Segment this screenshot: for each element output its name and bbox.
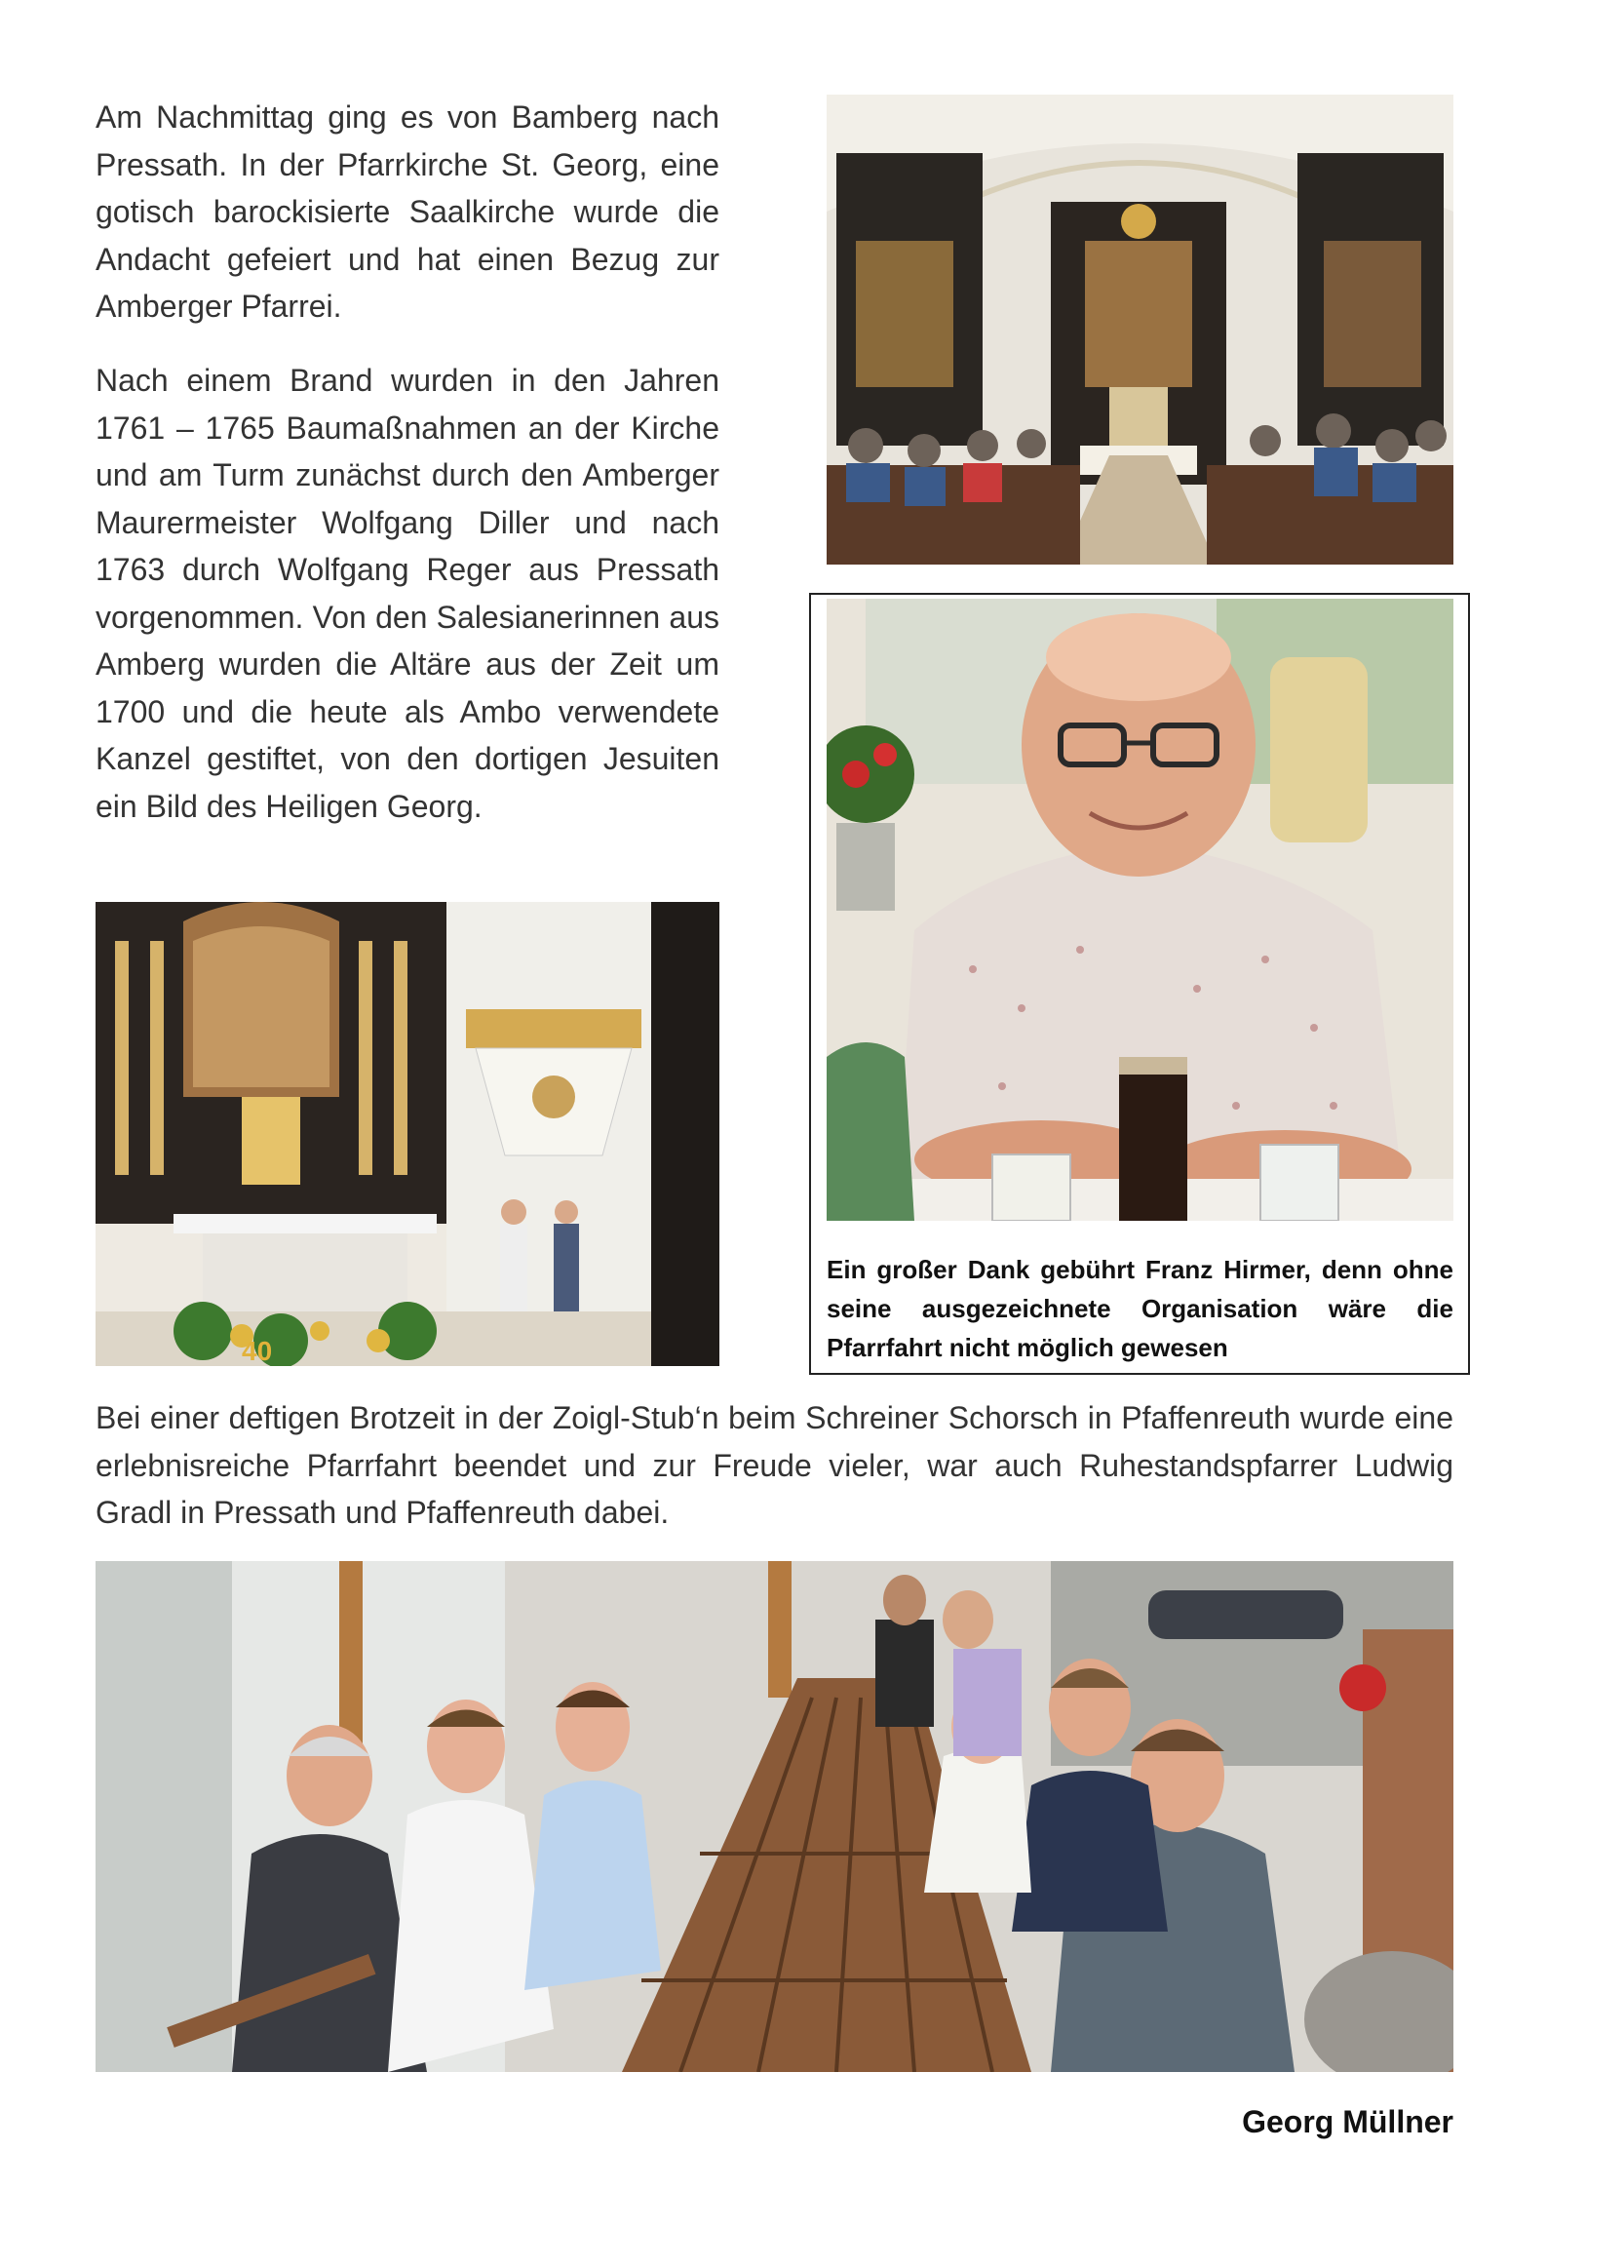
portrait-caption: Ein großer Dank gebührt Franz Hirmer, denn ohne seine ausgezeichnete Organisation wäre die Pfarrfahrt nicht möglich gewesen	[827, 1255, 1453, 1362]
author-name: Georg Müllner	[1242, 2104, 1453, 2139]
portrait-photo	[827, 599, 1453, 1221]
history-paragraph: Nach einem Brand wurden in den Jahren 1761 – 1765 Baumaßnahmen an der Kirche und am Turm zunächst durch den Amberger Maurermeister Wolfgang Diller und nach 1763 durch Wolfgang Reger aus Pressath vorgenommen. Von den Salesianerinnen aus Amberg wurden die Altäre aus der Zeit um 1700 und die heute als Ambo verwendete Kanzel gestiftet, von den dortigen Jesuiten ein Bild des Heiligen Georg.	[96, 363, 719, 824]
group-table-photo	[96, 1561, 1453, 2072]
intro-paragraph: Am Nachmittag ging es von Bamberg nach Pressath. In der Pfarrkirche St. Georg, eine gotisch barockisierte Saalkirche wurde die Andacht gefeiert und hat einen Bezug zur Amberger Pfarrei.	[96, 99, 719, 324]
church-interior-photo	[827, 95, 1453, 565]
brotzeit-paragraph: Bei einer deftigen Brotzeit in der Zoigl-Stub‘n beim Schreiner Schorsch in Pfaffenreuth wurde eine erlebnisreiche Pfarrfahrt beendet und zur Freude vieler, war auch Ruhestandspfarrer Ludwig Gradl in Pressath und Pfaffenreuth dabei.	[96, 1400, 1453, 1530]
altar-pulpit-photo	[96, 902, 719, 1366]
altar-number-40: 40	[242, 1336, 273, 1366]
